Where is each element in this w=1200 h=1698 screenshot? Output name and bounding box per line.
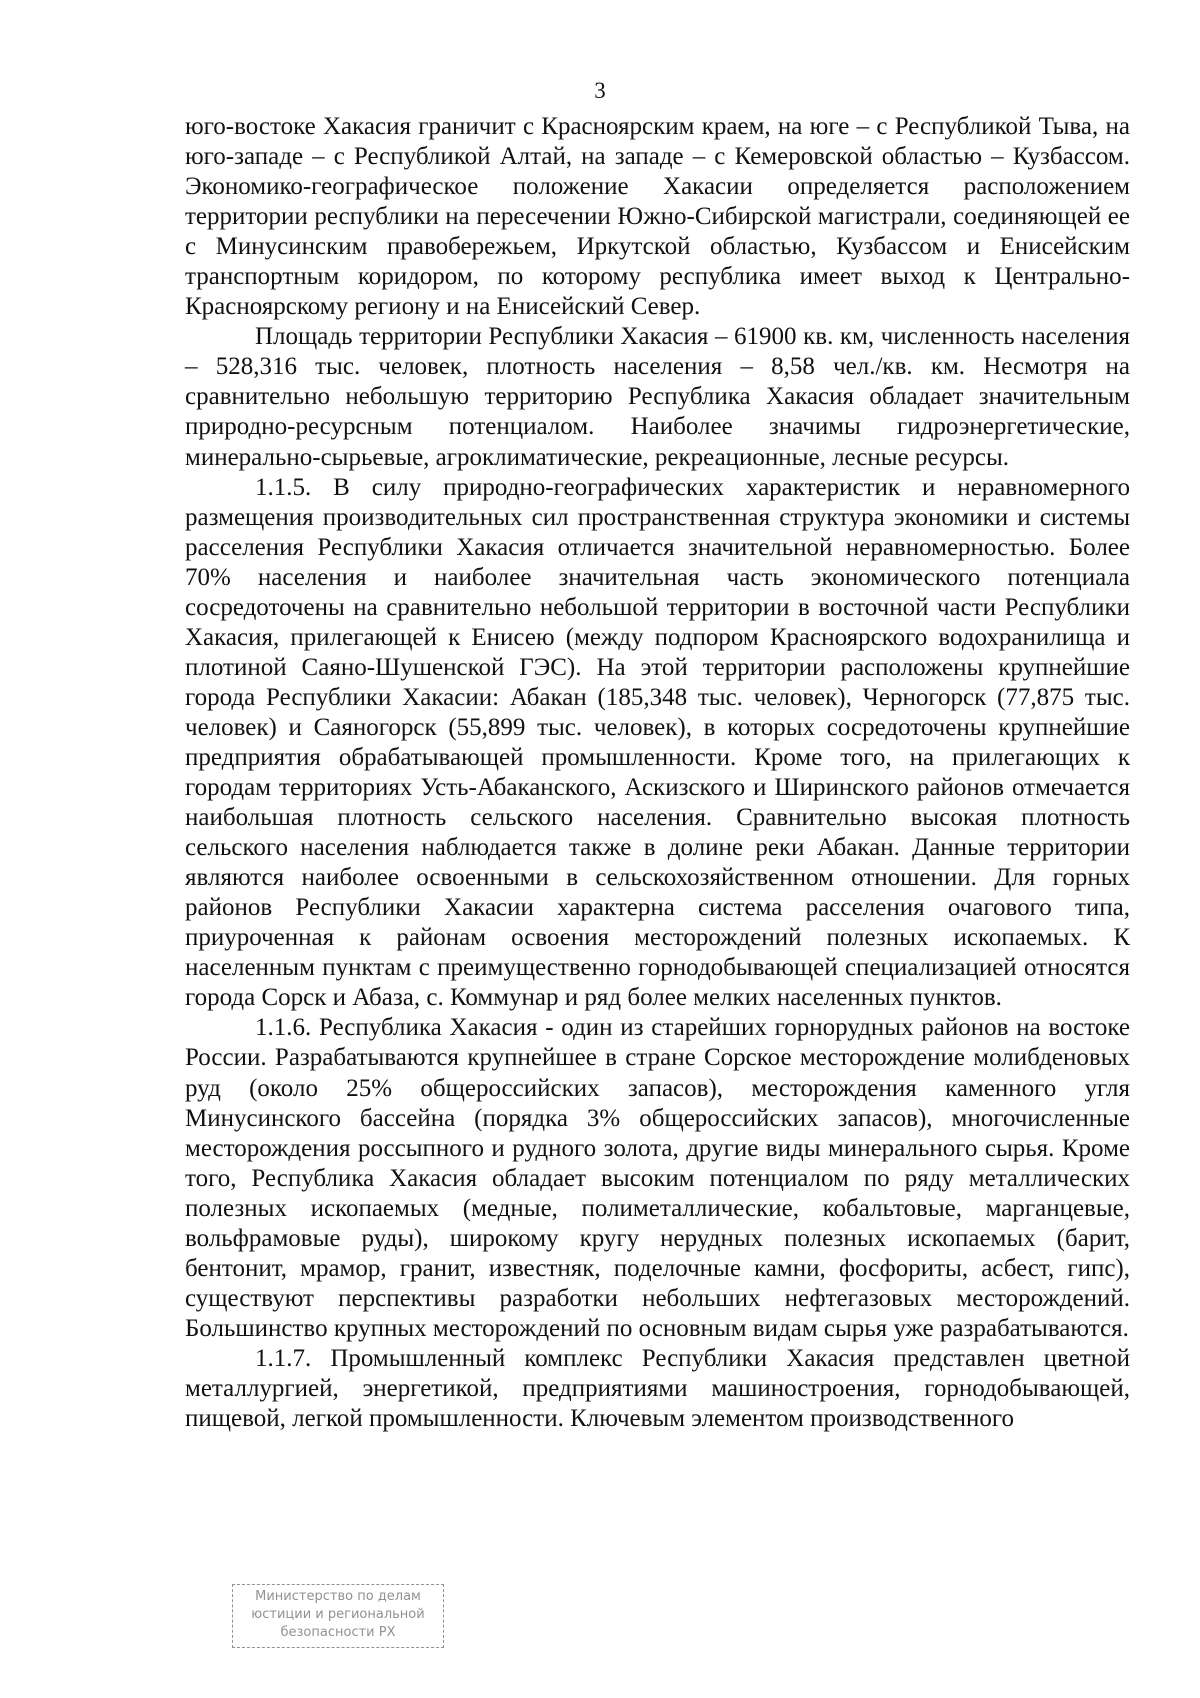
page-number: 3 bbox=[594, 78, 606, 103]
stamp-line-3: безопасности РХ bbox=[280, 1625, 396, 1640]
stamp-line-2: юстиции и региональной bbox=[251, 1607, 425, 1622]
document-body bbox=[185, 112, 1130, 1434]
paragraph-2: Площадь территории Республики Хакасия – 61900 кв. км, численность населения – 528,316 тыс. человек, плотность населения – 8,58 чел./кв. км. Несмотря на сравнительно небольшую территорию Республика Хакасия обладает значительным природно-ресурсным потенциалом. Наиболее значимы гидроэнергетические, минерально-сырьевые, агроклиматические, рекреационные, лесные ресурсы. bbox=[185, 323, 1130, 471]
paragraph-1-1-5: 1.1.5. В силу природно-географических характеристик и неравномерного размещения производительных сил пространственная структура экономики и системы расселения Республики Хакасия отличается значительной неравномерностью. Более 70% населения и наиболее значительная часть экономического потенциала сосредоточены на сравнительно небольшой территории в восточной части Республики Хакасия, прилегающей к Енисею (между подпором Красноярского водохранилища и плотиной Саяно-Шушенской ГЭС). На этой территории расположены крупнейшие города Республики Хакасии: Абакан (185,348 тыс. человек), Черногорск (77,875 тыс. человек) и Саяногорск (55,899 тыс. человек), в которых сосредоточены крупнейшие предприятия обрабатывающей промышленности. Кроме того, на прилегающих к городам территориях Усть-Абаканского, Аскизского и Ширинского районов отмечается наибольшая плотность сельского населения. Сравнительно высокая плотность сельского населения наблюдается также в долине реки Абакан. Данные территории являются наиболее освоенными в сельскохозяйственном отношении. Для горных районов Республики Хакасии характерна система расселения очагового типа, приуроченная к районам освоения месторождений полезных ископаемых. К населенным пунктам с преимущественно горнодобывающей специализацией относятся города Сорск и Абаза, с. Коммунар и ряд более мелких населенных пунктов. bbox=[185, 473, 1130, 1012]
stamp-line-1: Министерство по делам bbox=[255, 1589, 421, 1604]
paragraph-1: юго-востоке Хакасия граничит с Красноярским краем, на юге – с Республикой Тыва, на юго-западе – с Республикой Алтай, на западе – с Кемеровской областью – Кузбассом. Экономико-географическое положение Хакасии определяется расположением территории республики на пересечении Южно-Сибирской магистрали, соединяющей ее с Минусинским правобережьем, Иркутской областью, Кузбассом и Енисейским транспортным коридором, по которому республика имеет выход к Центрально-Красноярскому региону и на Енисейский Север. bbox=[185, 113, 1130, 321]
paragraph-1-1-7: 1.1.7. Промышленный комплекс Республики Хакасия представлен цветной металлургией, энергетикой, предприятиями машиностроения, горнодобывающей, пищевой, легкой промышленности. Ключевым элементом производственного bbox=[185, 1344, 1130, 1433]
ministry-stamp bbox=[232, 1584, 444, 1648]
paragraph-1-1-6: 1.1.6. Республика Хакасия - один из старейших горнорудных районов на востоке России. Разрабатываются крупнейшее в стране Сорское месторождение молибденовых руд (около 25% общероссийских запасов), месторождения каменного угля Минусинского бассейна (порядка 3% общероссийских запасов), многочисленные месторождения россыпного и рудного золота, другие виды минерального сырья. Кроме того, Республика Хакасия обладает высоким потенциалом по ряду металлических полезных ископаемых (медные, полиметаллические, кобальтовые, марганцевые, вольфрамовые руды), широкому кругу нерудных полезных ископаемых (барит, бентонит, мрамор, гранит, известняк, поделочные камни, фосфориты, асбест, гипс), существуют перспективы разработки небольших нефтегазовых месторождений. Большинство крупных месторождений по основным видам сырья уже разрабатываются. bbox=[185, 1014, 1130, 1342]
